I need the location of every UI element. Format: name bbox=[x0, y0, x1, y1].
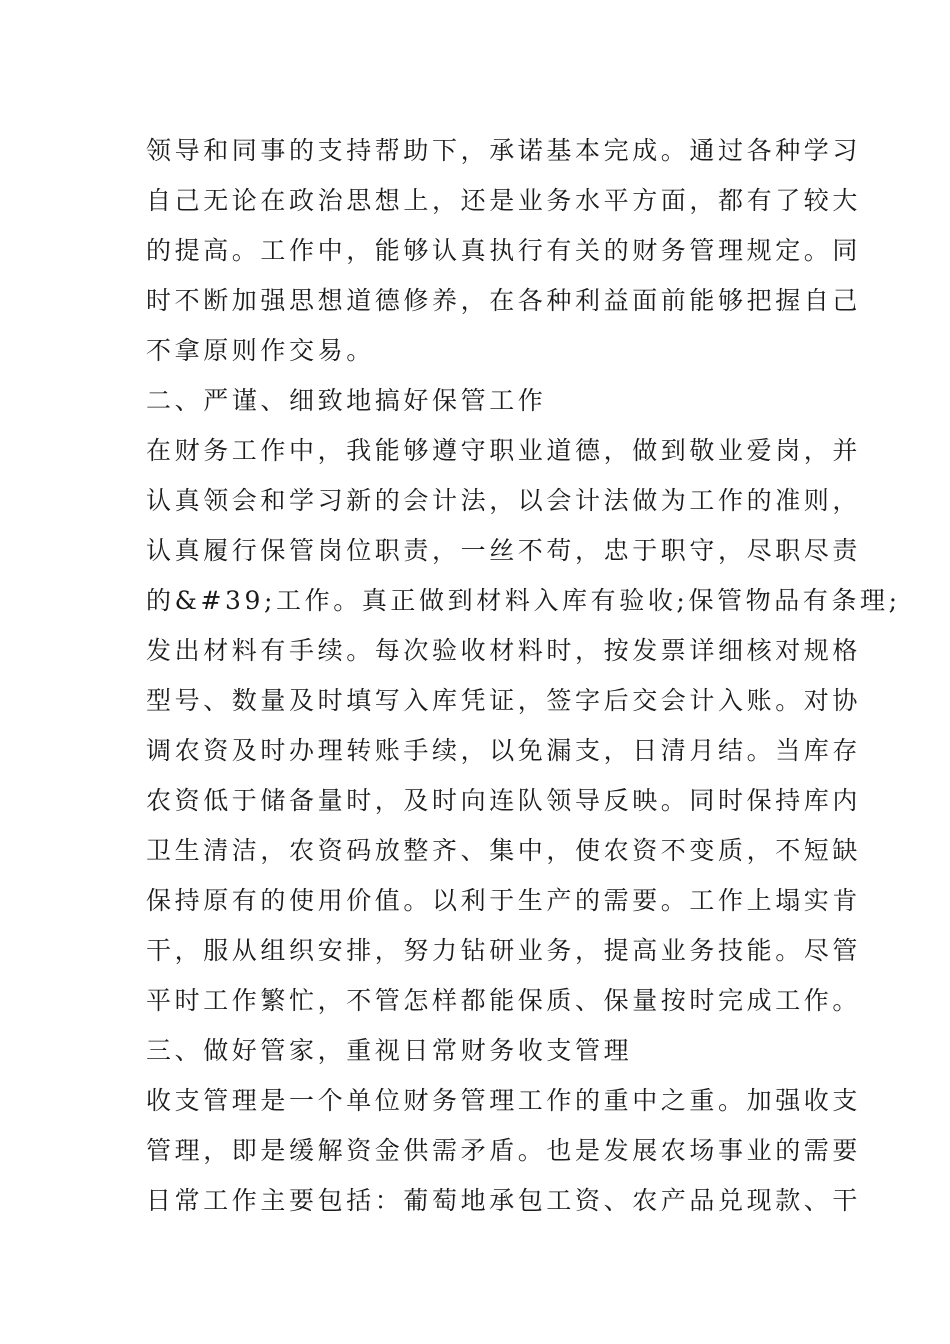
section-heading: 二、严谨、细致地搞好保管工作 bbox=[146, 386, 547, 415]
text-line: 在财务工作中，我能够遵守职业道德，做到敬业爱岗，并 bbox=[146, 436, 862, 465]
text-line: 农资低于储备量时，及时向连队领导反映。同时保持库内 bbox=[146, 786, 862, 815]
text-line: 时不断加强思想道德修养，在各种利益面前能够把握自己 bbox=[146, 286, 862, 315]
section-heading: 三、做好管家，重视日常财务收支管理 bbox=[146, 1036, 633, 1065]
text-line: 的提高。工作中，能够认真执行有关的财务管理规定。同 bbox=[146, 236, 862, 265]
text-line: 干，服从组织安排，努力钻研业务，提高业务技能。尽管 bbox=[146, 936, 862, 965]
text-line: 调农资及时办理转账手续，以免漏支，日清月结。当库存 bbox=[146, 736, 862, 765]
text-line: 认真履行保管岗位职责，一丝不苟，忠于职守，尽职尽责 bbox=[146, 536, 862, 565]
text-line: 型号、数量及时填写入库凭证，签字后交会计入账。对协 bbox=[146, 686, 862, 715]
text-line: 平时工作繁忙，不管怎样都能保质、保量按时完成工作。 bbox=[146, 986, 862, 1015]
text-line: 管理，即是缓解资金供需矛盾。也是发展农场事业的需要 bbox=[146, 1136, 862, 1165]
text-line: 认真领会和学习新的会计法，以会计法做为工作的准则， bbox=[146, 486, 862, 515]
text-line: 日常工作主要包括：葡萄地承包工资、农产品兑现款、干 bbox=[146, 1186, 862, 1215]
text-line: 不拿原则作交易。 bbox=[146, 336, 375, 365]
text-line: 卫生清洁，农资码放整齐、集中，使农资不变质，不短缺 bbox=[146, 836, 862, 865]
text-line: 领导和同事的支持帮助下，承诺基本完成。通过各种学习 bbox=[146, 136, 862, 165]
text-line: 自己无论在政治思想上，还是业务水平方面，都有了较大 bbox=[146, 186, 862, 215]
text-line: 发出材料有手续。每次验收材料时，按发票详细核对规格 bbox=[146, 636, 862, 665]
text-line: 收支管理是一个单位财务管理工作的重中之重。加强收支 bbox=[146, 1086, 862, 1115]
document-body bbox=[146, 126, 901, 1226]
text-line: 的&#39;工作。真正做到材料入库有验收;保管物品有条理; bbox=[146, 586, 901, 615]
text-line: 保持原有的使用价值。以利于生产的需要。工作上塌实肯 bbox=[146, 886, 862, 915]
